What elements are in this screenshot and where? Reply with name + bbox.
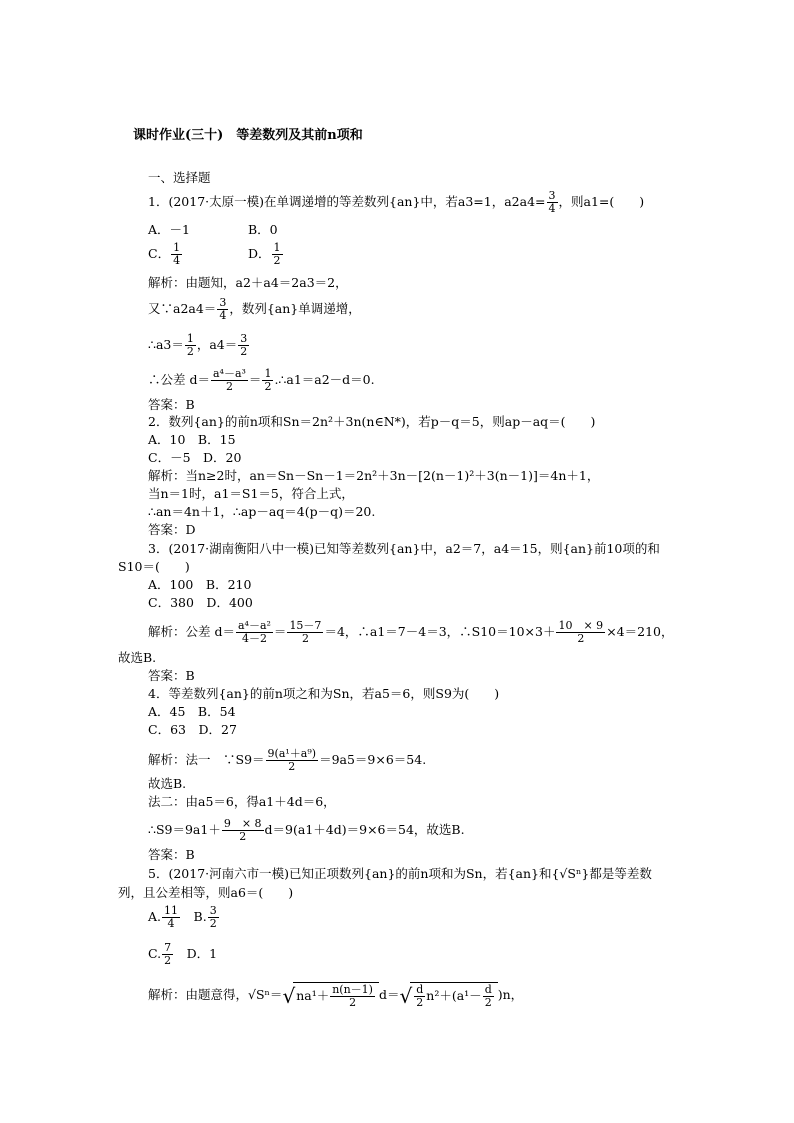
question-3-options-ab: A．100 B．210 [148, 577, 252, 592]
question-4-solution-line-4: ∴S9＝9a1＋ $\frac{9 \times 8}{2}$ d＝9(a1＋4d)＝9×6＝54，故选B. [148, 817, 465, 843]
question-1-solution-line-2: 又∵a2a4＝ $\frac{3}{4}$ ，数列{an}单调递增， [148, 296, 361, 322]
question-5-solution-line-1: 解析：由题意得，√Sⁿ＝√na¹＋ $\frac{n(n-1)}{2}$ d＝√ $\frac{d}{2}$ n²＋(a¹－ $\frac{d}{2}$ )n， [148, 983, 524, 1009]
question-1-solution-line-1: 解析：由题知，a2＋a4＝2a3＝2， [148, 275, 348, 290]
question-1-stem: 1．(2017·太原一模)在单调递增的等差数列{an}中，若a3=1，a2a4= $\frac{3}{4}$ ，则a1=( ) [148, 189, 645, 215]
section-heading: 一、选择题 [148, 170, 211, 185]
question-3-stem-line-1: 3．(2017·湖南衡阳八中一模)已知等差数列{an}中，a2＝7，a4＝15，则{an}前10项的和 [148, 541, 660, 556]
question-1-solution-line-3: ∴a3＝ $\frac{1}{2}$ ，a4＝ $\frac{3}{2}$ [148, 332, 248, 358]
question-4-solution-line-2: 故选B. [148, 776, 187, 791]
question-3-answer: 答案：B [148, 668, 195, 683]
page-title: 课时作业(三十) 等差数列及其前n项和 [133, 128, 363, 143]
question-1-options-cd: C． $\frac{1}{4}$ D． $\frac{1}{2}$ [148, 241, 281, 267]
question-2-solution-line-3: ∴an＝4n＋1，∴ap－aq＝4(p－q)＝20. [148, 504, 376, 519]
question-1-options-ab: A．－1 B．0 [148, 222, 278, 237]
question-2-solution-line-1: 解析：当n≥2时，an＝Sn－Sn－1＝2n²＋3n－[2(n－1)²＋3(n－1)]＝4n＋1， [148, 468, 600, 483]
question-3-solution-line-2: 故选B. [118, 650, 157, 665]
question-2-options-ab: A．10 B．15 [148, 432, 236, 447]
question-5-options-ab: A. $\frac{11}{4}$ B. $\frac{3}{2}$ [148, 904, 217, 930]
question-5-stem-line-2: 列，且公差相等，则a6＝( ) [118, 885, 294, 900]
question-2-answer: 答案：D [148, 522, 196, 537]
question-1-answer: 答案：B [148, 397, 195, 412]
question-4-options-cd: C．63 D．27 [148, 722, 237, 737]
question-4-stem: 4．等差数列{an}的前n项之和为Sn，若a5＝6，则S9为( ) [148, 686, 500, 701]
question-3-options-cd: C．380 D．400 [148, 595, 253, 610]
question-3-stem-line-2: S10＝( ) [118, 559, 190, 574]
question-4-answer: 答案：B [148, 847, 195, 862]
question-2-stem: 2．数列{an}的前n项和Sn＝2n²＋3n(n∈N*)，若p－q＝5，则ap－aq＝( ) [148, 414, 596, 429]
question-5-options-cd: C. $\frac{7}{2}$ D．1 [148, 941, 218, 967]
fraction: $\frac{3}{4}$ [548, 189, 556, 215]
question-4-solution-line-1: 解析：法一 ∵S9＝ $\frac{\text{9(a¹＋a⁹)}}{2}$ ＝9a5＝9×6＝54. [148, 747, 427, 773]
question-5-stem-line-1: 5．(2017·河南六市一模)已知正项数列{an}的前n项和为Sn，若{an}和{√Sⁿ}都是等差数 [148, 866, 652, 881]
question-4-options-ab: A．45 B．54 [148, 704, 236, 719]
question-4-solution-line-3: 法二：由a5＝6，得a1＋4d＝6， [148, 794, 336, 809]
question-1-solution-line-4: ∴公差 d＝ $\frac{\text{a⁴－a³}}{2}$ ＝ $\frac{1}{2}$ .∴a1＝a2－d＝0. [148, 367, 375, 393]
question-3-solution-line-1: 解析：公差 d＝ $\frac{\text{a⁴－a²}}{4-2}$ ＝ $\frac{15-7}{2}$ ＝4，∴a1＝7－4＝3，∴S10＝10×3＋ $\frac{10 \times 9}{2}$ ×4＝210， [148, 619, 674, 645]
question-2-solution-line-2: 当n＝1时，a1＝S1＝5，符合上式， [148, 486, 354, 501]
question-2-options-cd: C．－5 D．20 [148, 450, 242, 465]
